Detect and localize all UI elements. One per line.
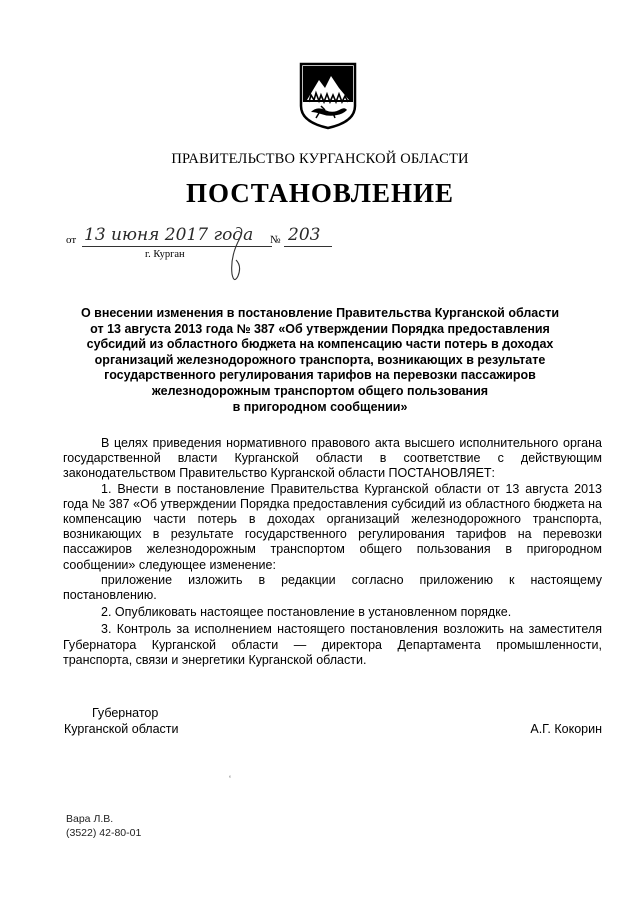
signatory-name: А.Г. Кокорин [530, 722, 602, 736]
city-label: г. Курган [145, 249, 185, 260]
document-title [60, 306, 580, 415]
item-2-paragraph: 2. Опубликовать настоящее постановление в установленном порядке. [101, 605, 512, 620]
document-type: ПОСТАНОВЛЕНИЕ [185, 178, 455, 208]
handwritten-stroke [222, 236, 252, 291]
item-3-paragraph: 3. Контроль за исполнением настоящего постановления возложить на заместителя Губернатора Курганской области — директора Департамента промышленности, транспорта, связи и энергетики Курганской области. [63, 622, 602, 667]
government-name: ПРАВИТЕЛЬСТВО КУРГАНСКОЙ ОБЛАСТИ [171, 151, 469, 167]
position-line-2: Курганской области [64, 721, 179, 736]
number-underline [284, 246, 332, 247]
position-line-1: Губернатор [92, 706, 159, 720]
title-line: субсидий из областного бюджета на компенсацию части потерь в доходах [86, 337, 554, 352]
handwritten-date: 13 июня 2017 года [84, 225, 254, 245]
preamble-paragraph: В целях приведения нормативного правового акта высшего исполнительного органа государственной власти Курганской области в соответствие с действующим законодательством Правительство Курганской области ПОСТАНОВЛЯЕТ: [63, 436, 602, 481]
title-line: от 13 августа 2013 года № 387 «Об утверждении Порядка предоставления [90, 321, 550, 336]
number-label: № [270, 234, 281, 246]
handwritten-number: 203 [288, 225, 321, 245]
title-line: в пригородном сообщении» [232, 399, 408, 414]
document-body [63, 436, 602, 668]
coat-of-arms-icon [299, 62, 357, 130]
stray-mark: ‘ [229, 774, 231, 784]
item-1-paragraph: 1. Внести в постановление Правительства Курганской области от 13 августа 2013 года № 387 «Об утверждении Порядка предоставления субсидий из областного бюджета на компенсацию части потерь в доходах организаций железнодорожного транспорта, возникающих в результате государственного регулирования тарифов на перевозки пассажиров железнодорожным транспортом общего пользования в пригородном сообщении» следующее изменение: [63, 481, 602, 572]
signatory-position [64, 706, 179, 737]
executor-name: Вара Л.В. [66, 813, 114, 825]
title-line: железнодорожным транспортом общего пользования [151, 383, 489, 398]
executor-phone: (3522) 42-80-01 [66, 827, 142, 839]
date-number-line [66, 222, 366, 282]
from-label: от [66, 234, 77, 246]
title-line: государственного регулирования тарифов на перевозки пассажиров [104, 368, 536, 383]
title-line: О внесении изменения в постановление Правительства Курганской области [80, 306, 560, 320]
title-line: организаций железнодорожного транспорта, возникающих в результате [94, 352, 546, 367]
executor-info [66, 812, 141, 840]
item-1-change-paragraph: приложение изложить в редакции согласно приложению к настоящему постановлению. [63, 572, 602, 603]
